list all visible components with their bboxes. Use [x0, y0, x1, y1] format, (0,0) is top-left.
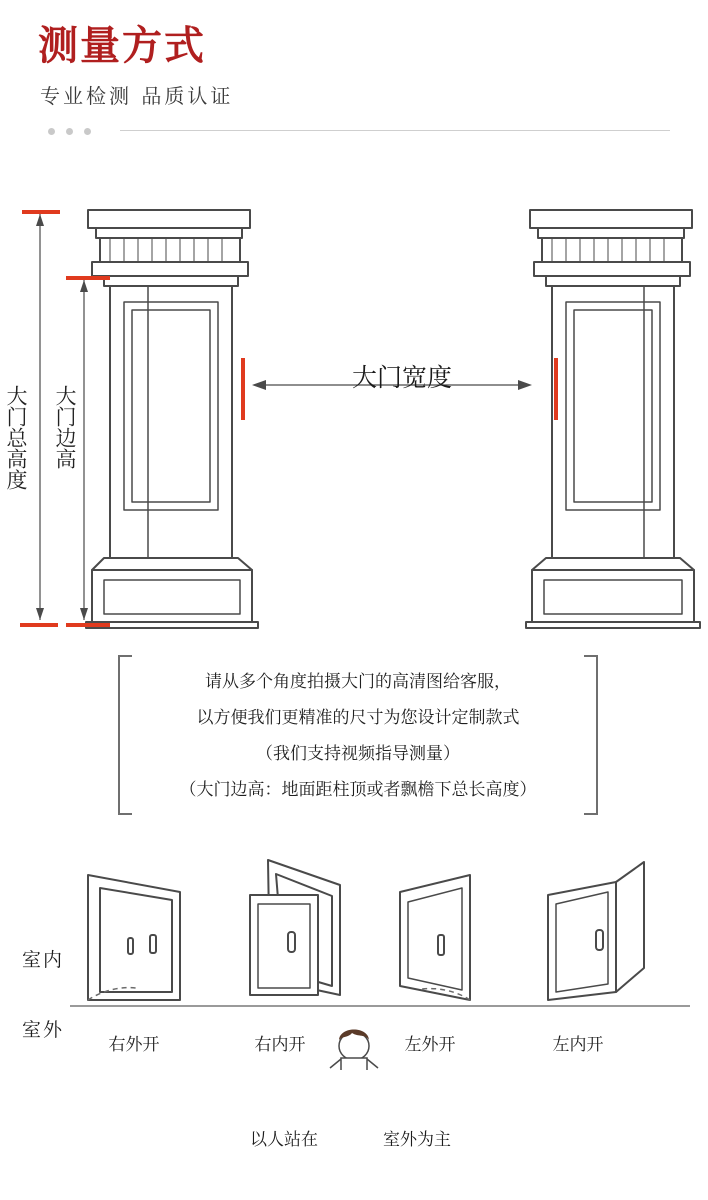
label-side-height: 大门边高 [53, 385, 77, 469]
divider-dot [84, 128, 91, 135]
door-label-left-inward: 左内开 [552, 1035, 604, 1055]
divider-line [120, 130, 670, 131]
gate-measure-diagram [0, 170, 708, 650]
page-title: 测量方式 [38, 23, 206, 69]
label-gate-width: 大门宽度 [352, 363, 453, 392]
note-line: 以方便我们更精准的尺寸为您设计定制款式 [196, 708, 520, 728]
measure-notes [118, 655, 598, 815]
person-figure [330, 1030, 378, 1071]
door-label-left-outward: 左外开 [404, 1035, 456, 1055]
door-label-right-inward: 右内开 [254, 1035, 306, 1055]
label-outdoor: 室外 [22, 1019, 65, 1041]
label-total-height: 大门总高度 [4, 385, 28, 490]
label-indoor: 室内 [22, 949, 65, 971]
header-divider [42, 128, 670, 134]
door-label-right-outward: 右外开 [108, 1035, 160, 1055]
page-subtitle: 专业检测 品质认证 [40, 84, 234, 108]
divider-dot [48, 128, 55, 135]
door-swing-diagram [0, 840, 708, 1150]
note-line: 请从多个角度拍摄大门的高清图给客服， [205, 672, 511, 692]
note-line: （大门边高：地面距柱顶或者飘檐下总长高度） [179, 780, 537, 800]
note-line: （我们支持视频指导测量） [256, 744, 460, 764]
divider-dot [66, 128, 73, 135]
caption-right: 室外为主 [383, 1130, 451, 1150]
caption-left: 以人站在 [250, 1130, 318, 1150]
pillars-illustration [0, 170, 708, 650]
